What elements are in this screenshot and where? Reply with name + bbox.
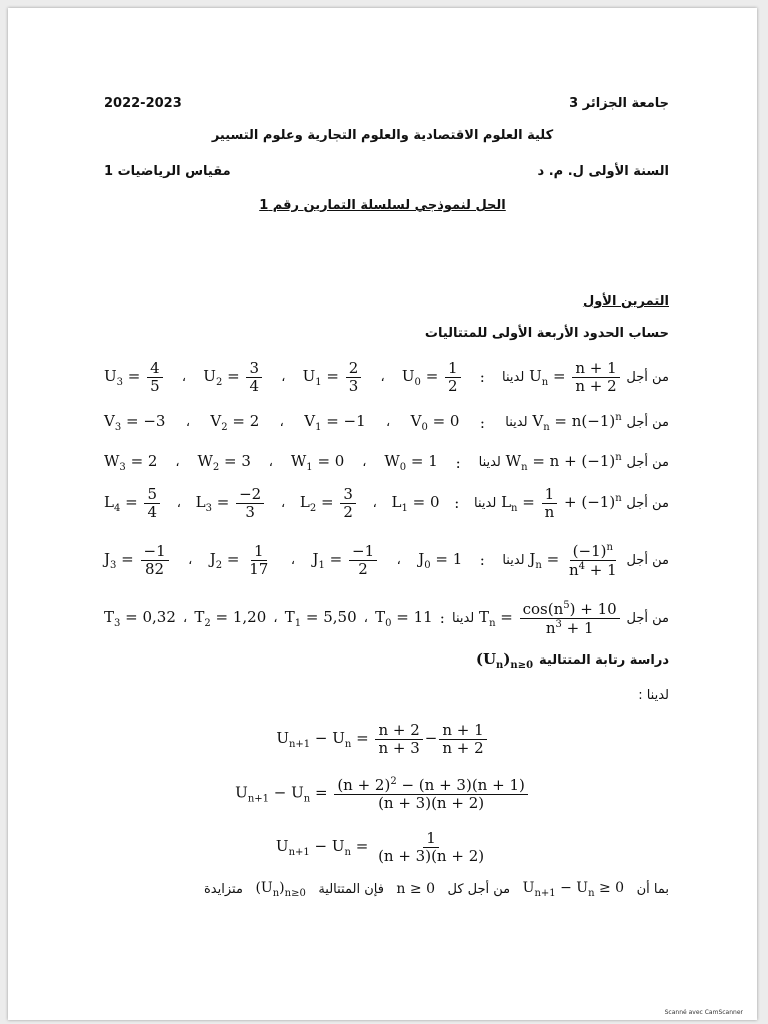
equation-1: $U_{n+1} - U_n$ = $\frac{n + 2}{n + 3}$ − $\frac{n + 1}{n + 2}$ (8, 722, 757, 756)
conclusion-line: متزايدة $(U_n)_{n\ge 0}$ فإن المتتالية n ≥ 0 من أجل كل $U_{n+1} - U_n \ge 0$ بما أن (204, 880, 669, 899)
document-title: الحل لنموذجي لسلسلة التمارين رقم 1 (259, 198, 506, 213)
sequence-u-row: $U_3$ = $\frac{4}{5}$ ، $U_2$ = $\frac{3}{4}$ ، $U_1$ = $\frac{2}{3}$ ، $U_0$ = $\frac{1}{2}$ : لدينا $U_n$ = $\frac{n + 1}{n + 2}$ من أجل (104, 359, 669, 395)
sequence-j-row: $J_3$ = $\frac{-1}{82}$ ، $J_2$ = $\frac{1}{17}$ ، $J_1$ = $\frac{-1}{2}$ ، $J_0 = 1$ : لدينا $J_n$ = $\frac{(-1)^n}{n^4 + 1}$ من أجل (104, 542, 669, 579)
faculty-name: كلية العلوم الاقتصادية والعلوم التجارية وعلوم التسيير (211, 128, 554, 143)
sequence-t-row: $T_3 = 0,32$ ، $T_2 = 1,20$ ، $T_1 = 5,50$ ، $T_0 = 11$ : لدينا $T_n$ = $\frac{\cos(n^5) + 10}{n^3 + 1}$ من أجل (104, 600, 669, 637)
sequence-l-row: $L_4$ = $\frac{5}{4}$ ، $L_3$ = $\frac{-2}{3}$ ، $L_2$ = $\frac{3}{2}$ ، $L_1 = 0$ : لدينا $L_n$ = $\frac{1}{n}$ + $(-1)^n$ من أجل (104, 485, 669, 521)
part2-title: دراسة رتابة المتتالية (539, 653, 669, 668)
equation-2: $U_{n+1} - U_n$ = $\frac{(n + 2)^2 - (n + 3)(n + 1)}{(n + 3)(n + 2)}$ (8, 776, 757, 811)
document-page (8, 8, 757, 1020)
equation-3: $U_{n+1} - U_n$ = $\frac{1}{(n + 3)(n + 2)}$ (275, 829, 485, 865)
study-level: السنة الأولى ل. م. د (537, 164, 669, 179)
sequence-w-row: $W_3 = 2$ ، $W_2 = 3$ ، $W_1 = 0$ ، $W_0 = 1$ : لدينا $W_n = n + (-1)^n$ من أجل (104, 452, 669, 473)
part1-title: حساب الحدود الأربعة الأولى للمتتاليات (424, 326, 669, 341)
scanner-watermark: Scanné avec CamScanner (664, 1009, 743, 1016)
part2-title-line: $(U_n)_{n\ge 0}$ دراسة رتابة المتتالية (475, 650, 669, 671)
university-name: جامعة الجزائر 3 (569, 96, 669, 111)
we-have-label: لدينا : (638, 688, 669, 703)
exercise-heading: التمرين الأول (582, 294, 669, 309)
academic-year: 2022-2023 (104, 96, 182, 111)
course-name: مقياس الرياضيات 1 (104, 164, 231, 179)
sequence-v-row: $V_3 = -3$ ، $V_2 = 2$ ، $V_1 = -1$ ، $V_0 = 0$ : لدينا $V_n = n(-1)^n$ من أجل (104, 412, 669, 433)
